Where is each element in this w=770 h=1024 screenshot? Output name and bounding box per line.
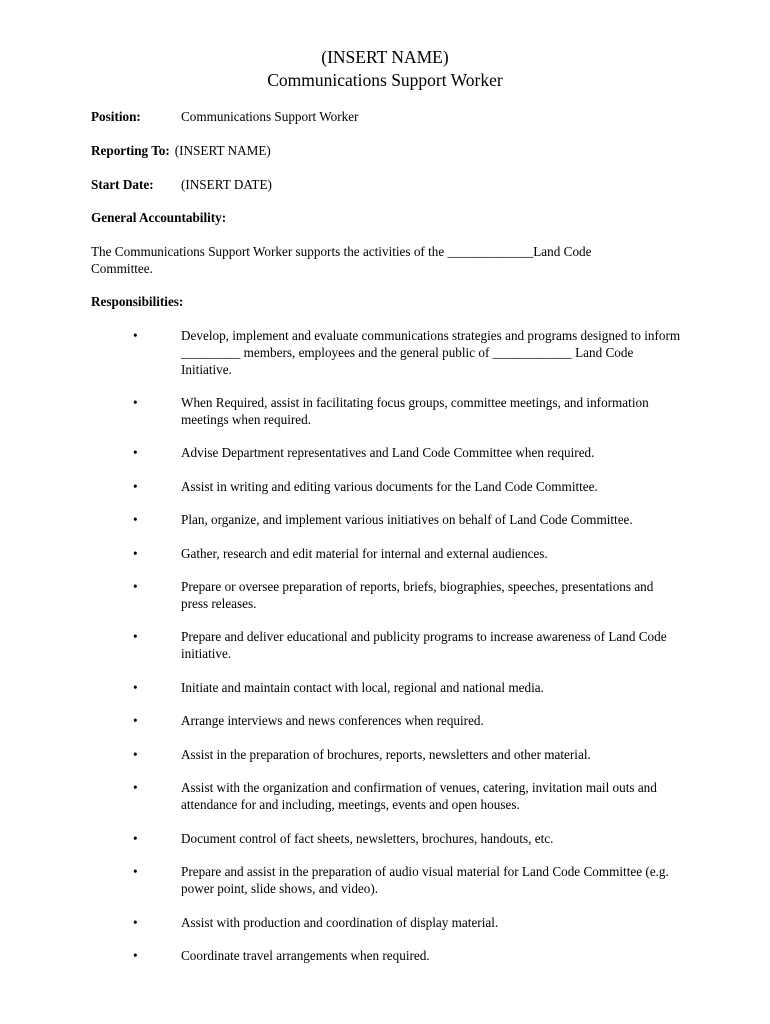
list-item-text: Initiate and maintain contact with local, regional and national media. bbox=[181, 680, 544, 695]
bullet-glyph: • bbox=[133, 479, 138, 494]
position-value: Communications Support Worker bbox=[181, 109, 359, 124]
list-item-text: Coordinate travel arrangements when required. bbox=[181, 948, 430, 963]
accountability-text: The Communications Support Worker supports the activities of the _____________Land Code Committee. bbox=[91, 244, 592, 276]
list-item-text: When Required, assist in facilitating focus groups, committee meetings, and information meetings when required. bbox=[181, 395, 649, 427]
start-date-label: Start Date: bbox=[91, 177, 154, 192]
document-title bbox=[0, 46, 770, 92]
start-date-value: (INSERT DATE) bbox=[181, 177, 272, 192]
list-item-text: Prepare or oversee preparation of reports, briefs, biographies, speeches, presentations and press releases. bbox=[181, 579, 654, 611]
list-item-text: Prepare and assist in the preparation of audio visual material for Land Code Committee (e.g. power point, slide shows, and video). bbox=[181, 864, 669, 896]
reporting-value: (INSERT NAME) bbox=[174, 143, 271, 158]
bullet-glyph: • bbox=[133, 546, 138, 561]
bullet-glyph: • bbox=[133, 395, 138, 410]
list-item-text: Gather, research and edit material for internal and external audiences. bbox=[181, 546, 548, 561]
bullet-glyph: • bbox=[133, 512, 138, 527]
bullet-glyph: • bbox=[133, 680, 138, 695]
bullet-glyph: • bbox=[133, 948, 138, 963]
list-item-text: Arrange interviews and news conferences when required. bbox=[181, 713, 484, 728]
list-item-text: Assist in the preparation of brochures, reports, newsletters and other material. bbox=[181, 747, 591, 762]
title-name-placeholder: (INSERT NAME) bbox=[321, 47, 449, 67]
position-label: Position: bbox=[91, 109, 141, 124]
list-item-text: Assist with the organization and confirmation of venues, catering, invitation mail outs and attendance for and including, meetings, events and open houses. bbox=[181, 780, 657, 812]
bullet-glyph: • bbox=[133, 864, 138, 879]
list-item-text: Advise Department representatives and Land Code Committee when required. bbox=[181, 445, 595, 460]
bullet-glyph: • bbox=[133, 747, 138, 762]
bullet-glyph: • bbox=[133, 831, 138, 846]
bullet-glyph: • bbox=[133, 780, 138, 795]
start-date-row bbox=[91, 176, 272, 193]
reporting-row bbox=[91, 142, 271, 159]
list-item-text: Develop, implement and evaluate communications strategies and programs designed to inform _________ members, employees and the general public of ____________ Land Code Initiative. bbox=[181, 328, 681, 377]
bullet-glyph: • bbox=[133, 328, 138, 343]
list-item-text: Prepare and deliver educational and publicity programs to increase awareness of Land Code initiative. bbox=[181, 629, 667, 661]
bullet-glyph: • bbox=[133, 579, 138, 594]
accountability-heading: General Accountability: bbox=[91, 210, 227, 225]
reporting-label: Reporting To: bbox=[91, 143, 170, 158]
responsibilities-heading: Responsibilities: bbox=[91, 294, 184, 309]
bullet-glyph: • bbox=[133, 915, 138, 930]
list-item-text: Assist with production and coordination of display material. bbox=[181, 915, 499, 930]
bullet-glyph: • bbox=[133, 445, 138, 460]
list-item-text: Plan, organize, and implement various initiatives on behalf of Land Code Committee. bbox=[181, 512, 633, 527]
title-job-title: Communications Support Worker bbox=[267, 70, 503, 90]
list-item-text: Assist in writing and editing various documents for the Land Code Committee. bbox=[181, 479, 598, 494]
list-item-text: Document control of fact sheets, newsletters, brochures, handouts, etc. bbox=[181, 831, 554, 846]
bullet-glyph: • bbox=[133, 713, 138, 728]
bullet-glyph: • bbox=[133, 629, 138, 644]
position-row bbox=[91, 108, 358, 125]
